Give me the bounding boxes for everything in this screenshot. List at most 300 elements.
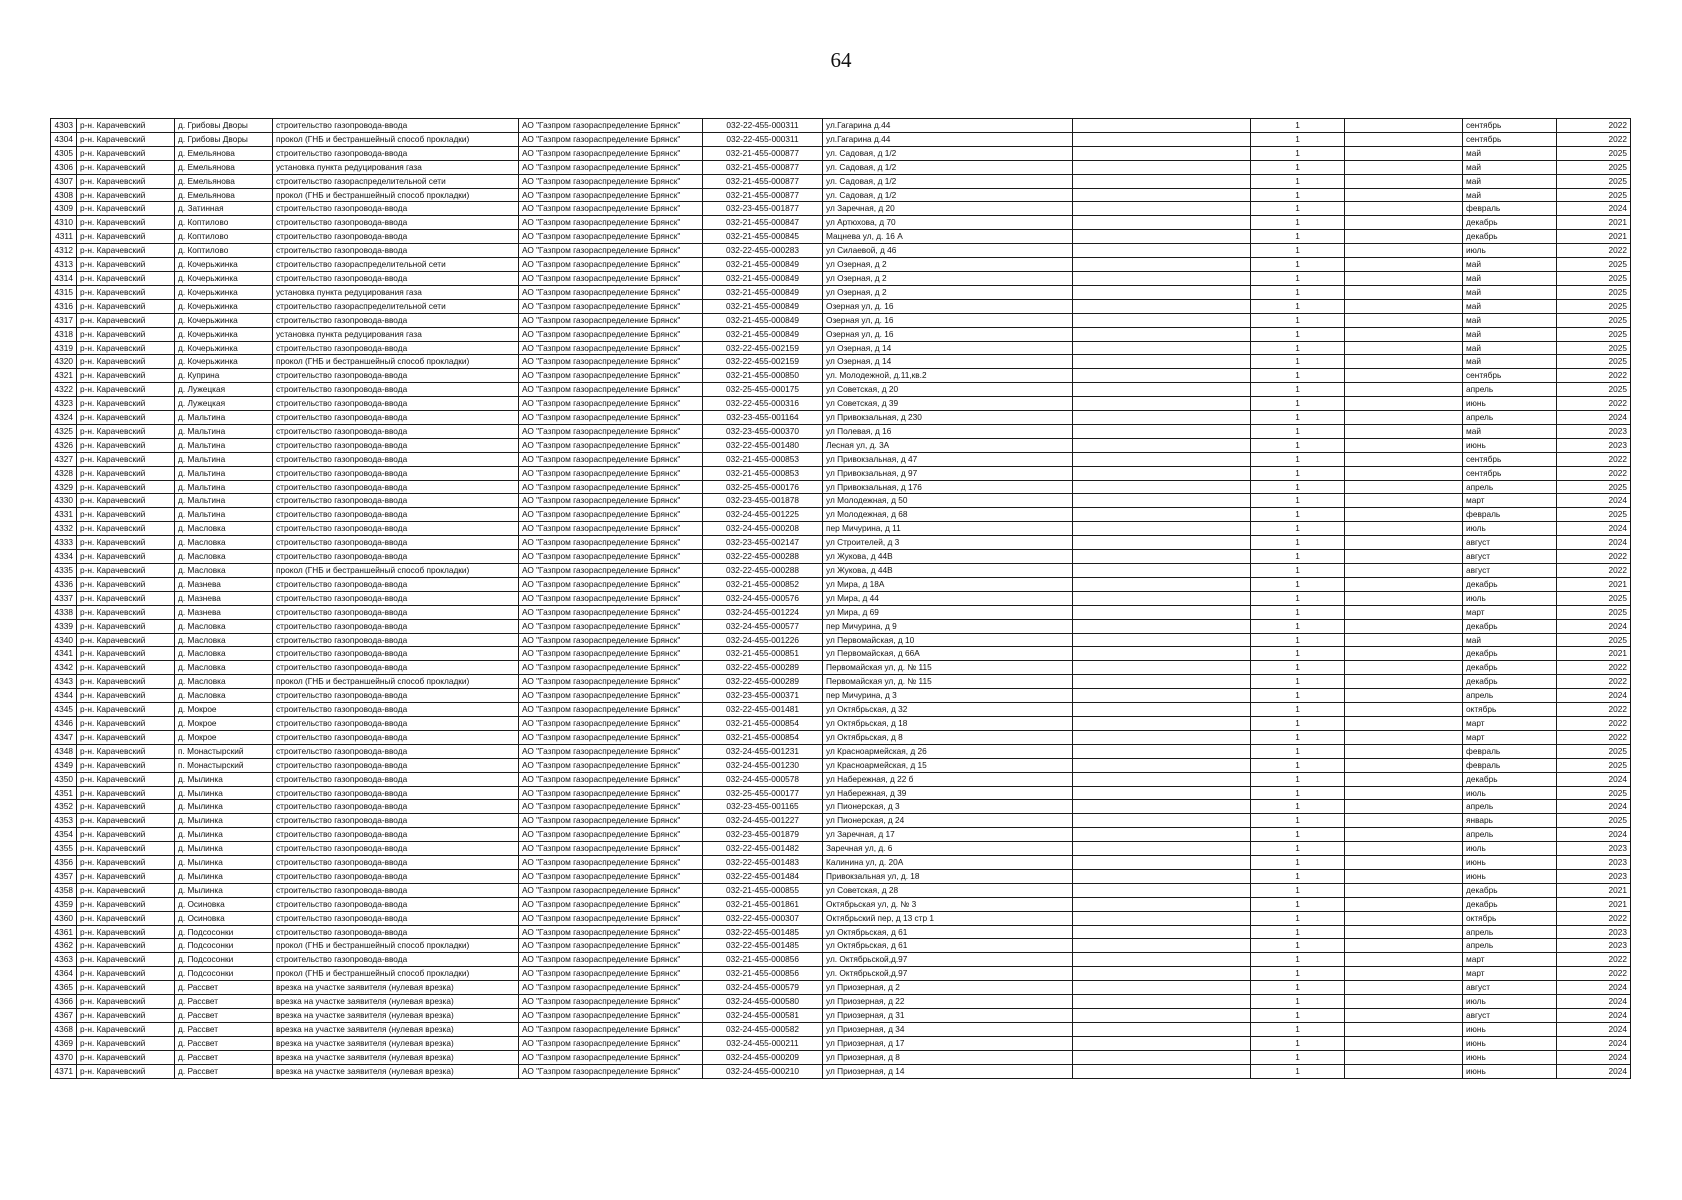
table-row bbox=[51, 925, 1631, 939]
table-row bbox=[51, 577, 1631, 591]
code-cell: 032-22-455-001482 bbox=[703, 842, 823, 856]
table-row bbox=[51, 856, 1631, 870]
month-cell: август bbox=[1463, 981, 1557, 995]
district-cell: р-н. Карачевский bbox=[77, 758, 175, 772]
work-type-cell: строительство газораспределительной сети bbox=[273, 174, 519, 188]
year-cell: 2024 bbox=[1557, 619, 1631, 633]
year-cell: 2021 bbox=[1557, 577, 1631, 591]
work-type-cell: строительство газопровода-ввода bbox=[273, 883, 519, 897]
address-cell: Озерная ул, д. 16 bbox=[823, 299, 1073, 313]
settlement-cell: д. Лужецкая bbox=[175, 397, 273, 411]
address-cell: ул Приозерная, д 2 bbox=[823, 981, 1073, 995]
quantity-cell: 1 bbox=[1251, 536, 1345, 550]
address-cell: Мацнева ул, д. 16 А bbox=[823, 230, 1073, 244]
organization-cell: АО "Газпром газораспределение Брянск" bbox=[519, 883, 703, 897]
month-cell: июнь bbox=[1463, 397, 1557, 411]
table-row bbox=[51, 244, 1631, 258]
blank-cell-b bbox=[1345, 299, 1463, 313]
quantity-cell: 1 bbox=[1251, 341, 1345, 355]
settlement-cell: д. Мокрое bbox=[175, 730, 273, 744]
quantity-cell: 1 bbox=[1251, 703, 1345, 717]
blank-cell-a bbox=[1073, 828, 1251, 842]
month-cell: октябрь bbox=[1463, 703, 1557, 717]
work-type-cell: строительство газопровода-ввода bbox=[273, 869, 519, 883]
year-cell: 2022 bbox=[1557, 452, 1631, 466]
work-type-cell: строительство газопровода-ввода bbox=[273, 452, 519, 466]
row-number-cell: 4342 bbox=[51, 661, 77, 675]
organization-cell: АО "Газпром газораспределение Брянск" bbox=[519, 313, 703, 327]
organization-cell: АО "Газпром газораспределение Брянск" bbox=[519, 369, 703, 383]
table-row bbox=[51, 689, 1631, 703]
year-cell: 2024 bbox=[1557, 522, 1631, 536]
blank-cell-b bbox=[1345, 1036, 1463, 1050]
row-number-cell: 4335 bbox=[51, 564, 77, 578]
code-cell: 032-24-455-001226 bbox=[703, 633, 823, 647]
settlement-cell: д. Мылинка bbox=[175, 828, 273, 842]
quantity-cell: 1 bbox=[1251, 132, 1345, 146]
code-cell: 032-24-455-001227 bbox=[703, 814, 823, 828]
row-number-cell: 4361 bbox=[51, 925, 77, 939]
month-cell: сентябрь bbox=[1463, 369, 1557, 383]
month-cell: май bbox=[1463, 633, 1557, 647]
organization-cell: АО "Газпром газораспределение Брянск" bbox=[519, 828, 703, 842]
year-cell: 2025 bbox=[1557, 160, 1631, 174]
address-cell: ул Пионерская, д 24 bbox=[823, 814, 1073, 828]
year-cell: 2024 bbox=[1557, 494, 1631, 508]
blank-cell-b bbox=[1345, 480, 1463, 494]
organization-cell: АО "Газпром газораспределение Брянск" bbox=[519, 856, 703, 870]
row-number-cell: 4327 bbox=[51, 452, 77, 466]
address-cell: ул Приозерная, д 22 bbox=[823, 995, 1073, 1009]
table-row bbox=[51, 355, 1631, 369]
organization-cell: АО "Газпром газораспределение Брянск" bbox=[519, 1036, 703, 1050]
work-type-cell: строительство газопровода-ввода bbox=[273, 897, 519, 911]
district-cell: р-н. Карачевский bbox=[77, 591, 175, 605]
address-cell: ул Артюхова, д 70 bbox=[823, 216, 1073, 230]
blank-cell-a bbox=[1073, 800, 1251, 814]
row-number-cell: 4319 bbox=[51, 341, 77, 355]
settlement-cell: д. Кочерьжинка bbox=[175, 355, 273, 369]
blank-cell-a bbox=[1073, 202, 1251, 216]
row-number-cell: 4368 bbox=[51, 1022, 77, 1036]
organization-cell: АО "Газпром газораспределение Брянск" bbox=[519, 925, 703, 939]
blank-cell-b bbox=[1345, 258, 1463, 272]
address-cell: Привокзальная ул, д. 18 bbox=[823, 869, 1073, 883]
district-cell: р-н. Карачевский bbox=[77, 397, 175, 411]
organization-cell: АО "Газпром газораспределение Брянск" bbox=[519, 508, 703, 522]
month-cell: февраль bbox=[1463, 508, 1557, 522]
year-cell: 2024 bbox=[1557, 995, 1631, 1009]
settlement-cell: д. Кочерьжинка bbox=[175, 258, 273, 272]
month-cell: декабрь bbox=[1463, 897, 1557, 911]
quantity-cell: 1 bbox=[1251, 397, 1345, 411]
code-cell: 032-24-455-000576 bbox=[703, 591, 823, 605]
address-cell: ул Приозерная, д 14 bbox=[823, 1064, 1073, 1078]
year-cell: 2025 bbox=[1557, 355, 1631, 369]
settlement-cell: д. Масловка bbox=[175, 522, 273, 536]
settlement-cell: д. Рассвет bbox=[175, 1050, 273, 1064]
organization-cell: АО "Газпром газораспределение Брянск" bbox=[519, 703, 703, 717]
code-cell: 032-21-455-000853 bbox=[703, 452, 823, 466]
blank-cell-a bbox=[1073, 271, 1251, 285]
blank-cell-b bbox=[1345, 1064, 1463, 1078]
blank-cell-a bbox=[1073, 730, 1251, 744]
district-cell: р-н. Карачевский bbox=[77, 842, 175, 856]
year-cell: 2025 bbox=[1557, 313, 1631, 327]
organization-cell: АО "Газпром газораспределение Брянск" bbox=[519, 605, 703, 619]
quantity-cell: 1 bbox=[1251, 772, 1345, 786]
row-number-cell: 4353 bbox=[51, 814, 77, 828]
blank-cell-a bbox=[1073, 341, 1251, 355]
quantity-cell: 1 bbox=[1251, 633, 1345, 647]
row-number-cell: 4365 bbox=[51, 981, 77, 995]
code-cell: 032-22-455-000307 bbox=[703, 911, 823, 925]
settlement-cell: д. Мазнева bbox=[175, 605, 273, 619]
district-cell: р-н. Карачевский bbox=[77, 605, 175, 619]
row-number-cell: 4332 bbox=[51, 522, 77, 536]
district-cell: р-н. Карачевский bbox=[77, 675, 175, 689]
work-type-cell: строительство газопровода-ввода bbox=[273, 911, 519, 925]
month-cell: март bbox=[1463, 953, 1557, 967]
district-cell: р-н. Карачевский bbox=[77, 939, 175, 953]
settlement-cell: д. Кочерьжинка bbox=[175, 313, 273, 327]
blank-cell-b bbox=[1345, 383, 1463, 397]
settlement-cell: д. Мальтина bbox=[175, 452, 273, 466]
quantity-cell: 1 bbox=[1251, 466, 1345, 480]
organization-cell: АО "Газпром газораспределение Брянск" bbox=[519, 285, 703, 299]
blank-cell-b bbox=[1345, 939, 1463, 953]
settlement-cell: д. Масловка bbox=[175, 564, 273, 578]
table-row bbox=[51, 438, 1631, 452]
settlement-cell: д. Мылинка bbox=[175, 814, 273, 828]
work-type-cell: установка пункта редуцирования газа bbox=[273, 285, 519, 299]
row-number-cell: 4350 bbox=[51, 772, 77, 786]
organization-cell: АО "Газпром газораспределение Брянск" bbox=[519, 911, 703, 925]
row-number-cell: 4318 bbox=[51, 327, 77, 341]
work-type-cell: установка пункта редуцирования газа bbox=[273, 327, 519, 341]
blank-cell-a bbox=[1073, 869, 1251, 883]
work-type-cell: прокол (ГНБ и бестраншейный способ прокладки) bbox=[273, 675, 519, 689]
work-type-cell: строительство газопровода-ввода bbox=[273, 313, 519, 327]
row-number-cell: 4304 bbox=[51, 132, 77, 146]
month-cell: декабрь bbox=[1463, 675, 1557, 689]
blank-cell-a bbox=[1073, 550, 1251, 564]
blank-cell-a bbox=[1073, 508, 1251, 522]
row-number-cell: 4359 bbox=[51, 897, 77, 911]
code-cell: 032-21-455-000850 bbox=[703, 369, 823, 383]
month-cell: март bbox=[1463, 967, 1557, 981]
month-cell: январь bbox=[1463, 814, 1557, 828]
code-cell: 032-22-455-001483 bbox=[703, 856, 823, 870]
table-row bbox=[51, 480, 1631, 494]
work-type-cell: строительство газопровода-ввода bbox=[273, 494, 519, 508]
organization-cell: АО "Газпром газораспределение Брянск" bbox=[519, 869, 703, 883]
month-cell: август bbox=[1463, 1009, 1557, 1023]
month-cell: август bbox=[1463, 550, 1557, 564]
blank-cell-a bbox=[1073, 897, 1251, 911]
quantity-cell: 1 bbox=[1251, 939, 1345, 953]
blank-cell-b bbox=[1345, 814, 1463, 828]
settlement-cell: д. Рассвет bbox=[175, 1009, 273, 1023]
year-cell: 2024 bbox=[1557, 800, 1631, 814]
quantity-cell: 1 bbox=[1251, 146, 1345, 160]
settlement-cell: д. Мальтина bbox=[175, 424, 273, 438]
quantity-cell: 1 bbox=[1251, 758, 1345, 772]
organization-cell: АО "Газпром газораспределение Брянск" bbox=[519, 383, 703, 397]
year-cell: 2024 bbox=[1557, 536, 1631, 550]
settlement-cell: д. Рассвет bbox=[175, 981, 273, 995]
month-cell: октябрь bbox=[1463, 911, 1557, 925]
table-row bbox=[51, 1036, 1631, 1050]
row-number-cell: 4346 bbox=[51, 716, 77, 730]
quantity-cell: 1 bbox=[1251, 1036, 1345, 1050]
blank-cell-a bbox=[1073, 466, 1251, 480]
row-number-cell: 4355 bbox=[51, 842, 77, 856]
code-cell: 032-22-455-001485 bbox=[703, 925, 823, 939]
row-number-cell: 4316 bbox=[51, 299, 77, 313]
row-number-cell: 4354 bbox=[51, 828, 77, 842]
district-cell: р-н. Карачевский bbox=[77, 647, 175, 661]
quantity-cell: 1 bbox=[1251, 661, 1345, 675]
work-type-cell: строительство газопровода-ввода bbox=[273, 341, 519, 355]
work-type-cell: строительство газопровода-ввода bbox=[273, 536, 519, 550]
code-cell: 032-21-455-000854 bbox=[703, 716, 823, 730]
code-cell: 032-24-455-001224 bbox=[703, 605, 823, 619]
settlement-cell: д. Масловка bbox=[175, 647, 273, 661]
address-cell: ул Озерная, д 2 bbox=[823, 258, 1073, 272]
code-cell: 032-24-455-000580 bbox=[703, 995, 823, 1009]
row-number-cell: 4369 bbox=[51, 1036, 77, 1050]
row-number-cell: 4351 bbox=[51, 786, 77, 800]
blank-cell-a bbox=[1073, 1022, 1251, 1036]
table-row bbox=[51, 995, 1631, 1009]
work-type-cell: строительство газопровода-ввода bbox=[273, 438, 519, 452]
district-cell: р-н. Карачевский bbox=[77, 299, 175, 313]
code-cell: 032-24-455-000579 bbox=[703, 981, 823, 995]
blank-cell-a bbox=[1073, 188, 1251, 202]
address-cell: ул Заречная, д 20 bbox=[823, 202, 1073, 216]
blank-cell-b bbox=[1345, 800, 1463, 814]
quantity-cell: 1 bbox=[1251, 675, 1345, 689]
blank-cell-b bbox=[1345, 675, 1463, 689]
table-row bbox=[51, 869, 1631, 883]
district-cell: р-н. Карачевский bbox=[77, 1022, 175, 1036]
month-cell: апрель bbox=[1463, 480, 1557, 494]
settlement-cell: д. Грибовы Дворы bbox=[175, 119, 273, 133]
table-row bbox=[51, 703, 1631, 717]
quantity-cell: 1 bbox=[1251, 953, 1345, 967]
table-row bbox=[51, 146, 1631, 160]
blank-cell-b bbox=[1345, 925, 1463, 939]
work-type-cell: установка пункта редуцирования газа bbox=[273, 160, 519, 174]
organization-cell: АО "Газпром газораспределение Брянск" bbox=[519, 132, 703, 146]
settlement-cell: д. Мылинка bbox=[175, 856, 273, 870]
row-number-cell: 4309 bbox=[51, 202, 77, 216]
row-number-cell: 4358 bbox=[51, 883, 77, 897]
month-cell: апрель bbox=[1463, 411, 1557, 425]
settlement-cell: д. Мокрое bbox=[175, 703, 273, 717]
address-cell: ул Первомайская, д 66А bbox=[823, 647, 1073, 661]
address-cell: ул Пионерская, д 3 bbox=[823, 800, 1073, 814]
district-cell: р-н. Карачевский bbox=[77, 869, 175, 883]
quantity-cell: 1 bbox=[1251, 828, 1345, 842]
blank-cell-a bbox=[1073, 494, 1251, 508]
quantity-cell: 1 bbox=[1251, 327, 1345, 341]
blank-cell-a bbox=[1073, 925, 1251, 939]
blank-cell-a bbox=[1073, 703, 1251, 717]
district-cell: р-н. Карачевский bbox=[77, 577, 175, 591]
work-type-cell: строительство газопровода-ввода bbox=[273, 800, 519, 814]
organization-cell: АО "Газпром газораспределение Брянск" bbox=[519, 730, 703, 744]
year-cell: 2021 bbox=[1557, 883, 1631, 897]
district-cell: р-н. Карачевский bbox=[77, 981, 175, 995]
year-cell: 2024 bbox=[1557, 828, 1631, 842]
work-type-cell: врезка на участке заявителя (нулевая врезка) bbox=[273, 1064, 519, 1078]
month-cell: сентябрь bbox=[1463, 132, 1557, 146]
month-cell: июль bbox=[1463, 244, 1557, 258]
year-cell: 2024 bbox=[1557, 202, 1631, 216]
year-cell: 2024 bbox=[1557, 981, 1631, 995]
blank-cell-a bbox=[1073, 174, 1251, 188]
table-row bbox=[51, 800, 1631, 814]
address-cell: ул Озерная, д 2 bbox=[823, 285, 1073, 299]
quantity-cell: 1 bbox=[1251, 800, 1345, 814]
quantity-cell: 1 bbox=[1251, 967, 1345, 981]
address-cell: Октябрьская ул, д. № 3 bbox=[823, 897, 1073, 911]
month-cell: май bbox=[1463, 188, 1557, 202]
quantity-cell: 1 bbox=[1251, 411, 1345, 425]
row-number-cell: 4341 bbox=[51, 647, 77, 661]
settlement-cell: д. Масловка bbox=[175, 536, 273, 550]
month-cell: февраль bbox=[1463, 758, 1557, 772]
code-cell: 032-23-455-001164 bbox=[703, 411, 823, 425]
quantity-cell: 1 bbox=[1251, 605, 1345, 619]
work-type-cell: строительство газораспределительной сети bbox=[273, 258, 519, 272]
blank-cell-b bbox=[1345, 883, 1463, 897]
blank-cell-a bbox=[1073, 258, 1251, 272]
settlement-cell: д. Мальтина bbox=[175, 438, 273, 452]
month-cell: сентябрь bbox=[1463, 119, 1557, 133]
blank-cell-a bbox=[1073, 230, 1251, 244]
blank-cell-a bbox=[1073, 786, 1251, 800]
address-cell: ул.Гагарина д.44 bbox=[823, 119, 1073, 133]
district-cell: р-н. Карачевский bbox=[77, 1009, 175, 1023]
blank-cell-a bbox=[1073, 411, 1251, 425]
blank-cell-a bbox=[1073, 1064, 1251, 1078]
code-cell: 032-22-455-001485 bbox=[703, 939, 823, 953]
blank-cell-b bbox=[1345, 202, 1463, 216]
table-row bbox=[51, 772, 1631, 786]
code-cell: 032-22-455-000316 bbox=[703, 397, 823, 411]
blank-cell-a bbox=[1073, 633, 1251, 647]
work-type-cell: строительство газопровода-ввода bbox=[273, 647, 519, 661]
year-cell: 2021 bbox=[1557, 897, 1631, 911]
district-cell: р-н. Карачевский bbox=[77, 1036, 175, 1050]
code-cell: 032-21-455-000877 bbox=[703, 160, 823, 174]
code-cell: 032-21-455-000855 bbox=[703, 883, 823, 897]
month-cell: июль bbox=[1463, 842, 1557, 856]
code-cell: 032-21-455-001861 bbox=[703, 897, 823, 911]
month-cell: июль bbox=[1463, 995, 1557, 1009]
blank-cell-a bbox=[1073, 369, 1251, 383]
settlement-cell: д. Мылинка bbox=[175, 883, 273, 897]
district-cell: р-н. Карачевский bbox=[77, 856, 175, 870]
settlement-cell: д. Подсосонки bbox=[175, 925, 273, 939]
quantity-cell: 1 bbox=[1251, 619, 1345, 633]
blank-cell-b bbox=[1345, 744, 1463, 758]
blank-cell-b bbox=[1345, 619, 1463, 633]
blank-cell-a bbox=[1073, 424, 1251, 438]
settlement-cell: д. Масловка bbox=[175, 675, 273, 689]
organization-cell: АО "Газпром газораспределение Брянск" bbox=[519, 424, 703, 438]
organization-cell: АО "Газпром газораспределение Брянск" bbox=[519, 1064, 703, 1078]
settlement-cell: д. Мылинка bbox=[175, 842, 273, 856]
quantity-cell: 1 bbox=[1251, 591, 1345, 605]
row-number-cell: 4344 bbox=[51, 689, 77, 703]
month-cell: май bbox=[1463, 341, 1557, 355]
district-cell: р-н. Карачевский bbox=[77, 730, 175, 744]
table-row bbox=[51, 675, 1631, 689]
organization-cell: АО "Газпром газораспределение Брянск" bbox=[519, 550, 703, 564]
work-type-cell: строительство газопровода-ввода bbox=[273, 411, 519, 425]
work-type-cell: строительство газопровода-ввода bbox=[273, 661, 519, 675]
address-cell: ул.Гагарина д.44 bbox=[823, 132, 1073, 146]
organization-cell: АО "Газпром газораспределение Брянск" bbox=[519, 619, 703, 633]
quantity-cell: 1 bbox=[1251, 842, 1345, 856]
address-cell: ул Приозерная, д 34 bbox=[823, 1022, 1073, 1036]
table-row bbox=[51, 536, 1631, 550]
blank-cell-a bbox=[1073, 953, 1251, 967]
blank-cell-b bbox=[1345, 271, 1463, 285]
year-cell: 2025 bbox=[1557, 633, 1631, 647]
address-cell: ул Озерная, д 14 bbox=[823, 355, 1073, 369]
blank-cell-a bbox=[1073, 619, 1251, 633]
code-cell: 032-21-455-000852 bbox=[703, 577, 823, 591]
row-number-cell: 4339 bbox=[51, 619, 77, 633]
table-row bbox=[51, 313, 1631, 327]
table-row bbox=[51, 132, 1631, 146]
blank-cell-a bbox=[1073, 577, 1251, 591]
row-number-cell: 4357 bbox=[51, 869, 77, 883]
code-cell: 032-24-455-000211 bbox=[703, 1036, 823, 1050]
settlement-cell: д. Осиновка bbox=[175, 911, 273, 925]
blank-cell-b bbox=[1345, 897, 1463, 911]
organization-cell: АО "Газпром газораспределение Брянск" bbox=[519, 327, 703, 341]
district-cell: р-н. Карачевский bbox=[77, 911, 175, 925]
year-cell: 2022 bbox=[1557, 716, 1631, 730]
month-cell: май bbox=[1463, 299, 1557, 313]
address-cell: ул Озерная, д 14 bbox=[823, 341, 1073, 355]
district-cell: р-н. Карачевский bbox=[77, 1050, 175, 1064]
year-cell: 2022 bbox=[1557, 564, 1631, 578]
blank-cell-b bbox=[1345, 452, 1463, 466]
quantity-cell: 1 bbox=[1251, 814, 1345, 828]
settlement-cell: д. Масловка bbox=[175, 689, 273, 703]
quantity-cell: 1 bbox=[1251, 119, 1345, 133]
code-cell: 032-21-455-000849 bbox=[703, 299, 823, 313]
table-row bbox=[51, 230, 1631, 244]
table-row bbox=[51, 341, 1631, 355]
quantity-cell: 1 bbox=[1251, 230, 1345, 244]
district-cell: р-н. Карачевский bbox=[77, 883, 175, 897]
year-cell: 2023 bbox=[1557, 925, 1631, 939]
blank-cell-b bbox=[1345, 786, 1463, 800]
code-cell: 032-25-455-000177 bbox=[703, 786, 823, 800]
work-type-cell: врезка на участке заявителя (нулевая врезка) bbox=[273, 995, 519, 1009]
district-cell: р-н. Карачевский bbox=[77, 146, 175, 160]
month-cell: декабрь bbox=[1463, 216, 1557, 230]
year-cell: 2023 bbox=[1557, 842, 1631, 856]
